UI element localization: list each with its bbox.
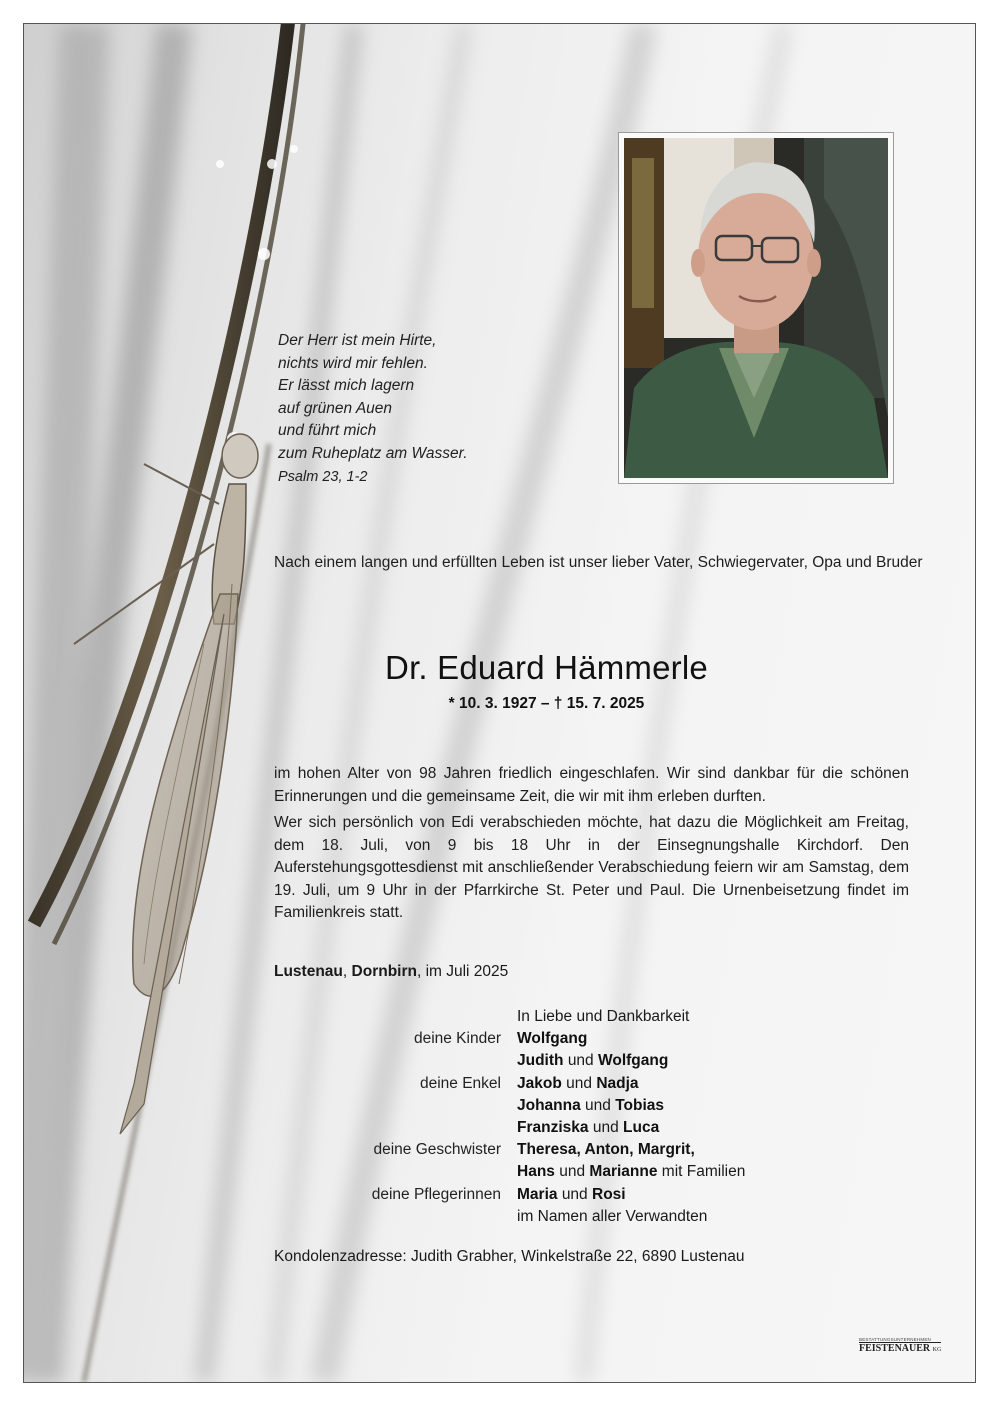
paragraph-services: Wer sich persönlich von Edi verabschieden möchte, hat dazu die Möglichkeit am Freitag, dem 18. Juli, von 9 bis 18 Uhr in der Einsegnungshalle Kirchdorf. Den Auferstehungsgottesdienst mit anschließender Verabschiedung feiern wir am Samstag, dem 19. Juli, um 9 Uhr in der Pfarrkirche St. Peter und Paul. Die Urnenbeisetzung findet im Familienkreis statt. <box>274 814 909 921</box>
mourner-name: Judith <box>517 1052 564 1070</box>
closing-line: im Namen aller Verwandten <box>517 1207 708 1225</box>
mourner-name: Anton <box>584 1141 630 1159</box>
mourner-name: Nadja <box>596 1074 639 1092</box>
mourner-name: Hans <box>517 1163 555 1181</box>
life-dates: * 10. 3. 1927 – † 15. 7. 2025 <box>448 695 645 712</box>
verse-line: nichts wird mir fehlen. <box>278 354 428 372</box>
mourner-name: Rosi <box>592 1185 626 1203</box>
list-item <box>274 1117 934 1139</box>
conjunction: und <box>567 1052 594 1070</box>
list-item <box>274 1006 934 1028</box>
place-and-date <box>274 963 508 981</box>
mourner-name: Wolfgang <box>517 1030 588 1048</box>
verse-reference: Psalm 23, 1-2 <box>278 468 368 485</box>
date-text: , im Juli 2025 <box>416 963 509 980</box>
relation-label: deine Enkel <box>419 1074 501 1092</box>
town-name: Lustenau <box>274 963 343 980</box>
list-item <box>274 1184 934 1206</box>
mourner-name: Maria <box>517 1185 558 1203</box>
portrait-photo <box>624 138 888 478</box>
list-item <box>274 1095 934 1117</box>
relation-label: deine Pflegerinnen <box>371 1185 501 1203</box>
mourner-name: Franziska <box>517 1118 589 1136</box>
psalm-verse <box>278 330 538 488</box>
closing-heading: In Liebe und Dankbarkeit <box>517 1008 690 1025</box>
list-item <box>274 1050 934 1072</box>
list-item <box>274 1161 934 1183</box>
conjunction: und <box>559 1163 586 1181</box>
verse-line: und führt mich <box>278 422 377 440</box>
mourner-name: Wolfgang <box>598 1052 669 1070</box>
verse-line: Der Herr ist mein Hirte, <box>278 332 437 349</box>
relation-label: deine Geschwister <box>373 1141 501 1159</box>
conjunction: und <box>561 1185 588 1203</box>
mourner-name: Luca <box>623 1118 660 1136</box>
obituary-frame <box>23 23 976 1383</box>
list-item <box>274 1073 934 1095</box>
verse-line: auf grünen Auen <box>278 399 393 417</box>
relation-label: deine Kinder <box>413 1030 501 1048</box>
intro-text: Nach einem langen und erfüllten Leben ist unser lieber Vater, Schwiegervater, Opa und Bruder <box>274 554 923 571</box>
mourner-name: Jakob <box>517 1074 562 1092</box>
conjunction: und <box>592 1118 619 1136</box>
deceased-name: Dr. Eduard Hämmerle <box>385 649 708 686</box>
logo-subtitle: BESTATTUNGSUNTERNEHMEN <box>859 1337 931 1342</box>
mourner-name: Johanna <box>517 1096 581 1114</box>
portrait-frame <box>618 132 894 484</box>
town-name: Dornbirn <box>351 963 417 980</box>
list-item <box>274 1028 934 1050</box>
announcement-body <box>274 763 909 929</box>
logo-suffix: KG <box>932 1347 942 1353</box>
mourner-name: Theresa <box>517 1141 577 1159</box>
list-item <box>274 1206 934 1228</box>
funeral-home-logo <box>859 1337 941 1354</box>
family-suffix: mit Familien <box>661 1163 746 1181</box>
mourner-name: Tobias <box>615 1096 665 1114</box>
mourners-list <box>274 1006 934 1228</box>
verse-line: Er lässt mich lagern <box>278 377 415 395</box>
list-item: deine Geschwister Theresa, Anton, Margrit, <box>274 1139 934 1161</box>
logo-name: FEISTENAUER <box>859 1343 931 1354</box>
verse-line: zum Ruheplatz am Wasser. <box>278 444 468 462</box>
condolence-address: Kondolenzadresse: Judith Grabher, Winkelstraße 22, 6890 Lustenau <box>274 1248 745 1265</box>
paragraph-passing: im hohen Alter von 98 Jahren friedlich eingeschlafen. Wir sind dankbar für die schönen Erinnerungen und die gemeinsame Zeit, die wir mit ihm erleben durften. <box>274 765 909 805</box>
mourner-name: Margrit <box>637 1141 691 1159</box>
separator: , <box>342 963 352 980</box>
conjunction: und <box>566 1074 592 1092</box>
conjunction: und <box>585 1096 611 1114</box>
mourner-name: Marianne <box>589 1163 658 1181</box>
